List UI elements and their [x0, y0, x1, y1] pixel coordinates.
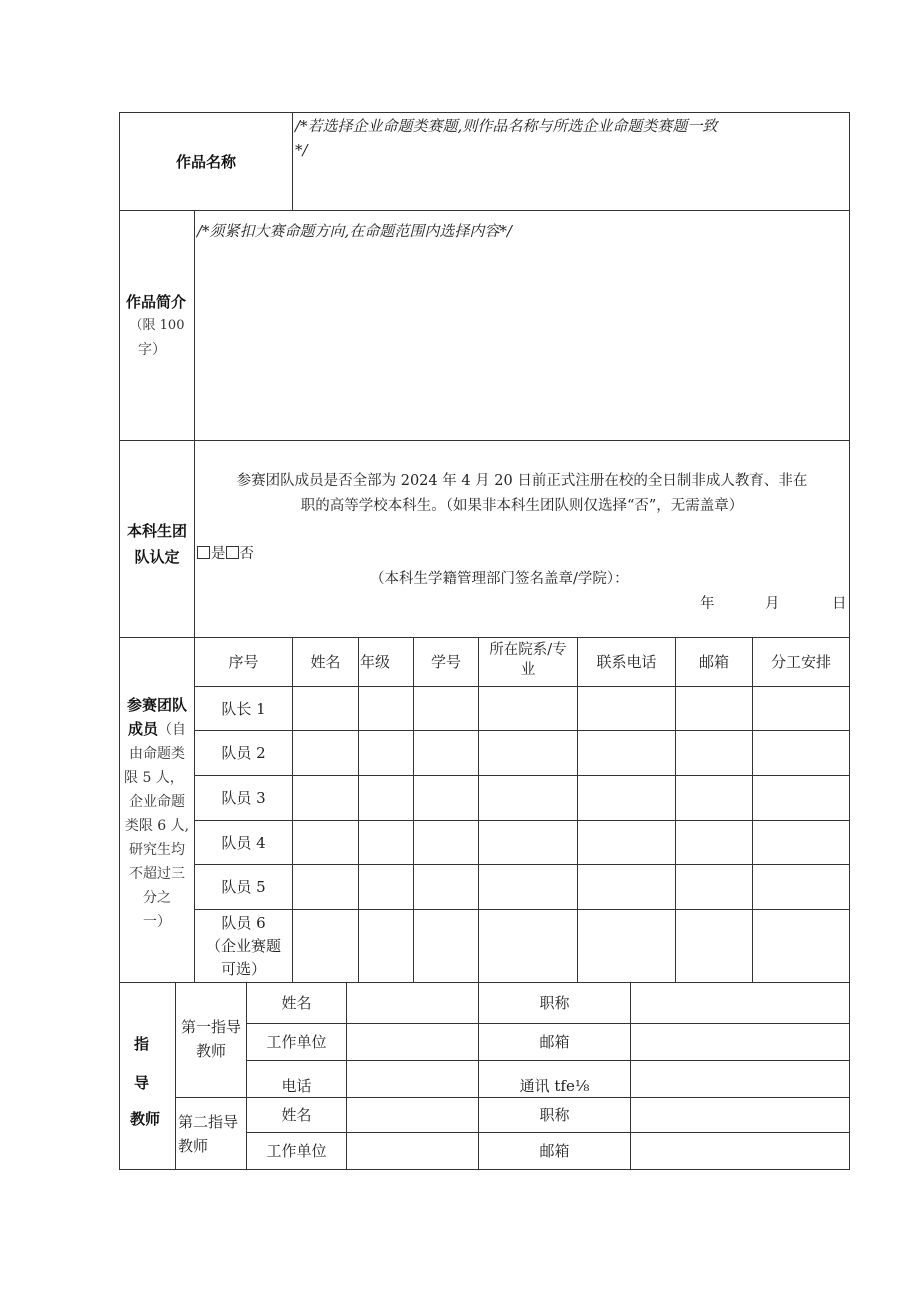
work-name-label: 作品名称: [175, 152, 236, 171]
second-advisor-name-input[interactable]: [347, 1098, 478, 1132]
work-intro-hint: /*须紧扣大赛命题方向,在命题范围内选择内容*/: [197, 222, 512, 240]
team-members-note-6: 研究生均: [129, 841, 185, 858]
col-header-seq: 序号: [228, 653, 259, 671]
member-input-grid: [293, 687, 849, 982]
col-header-department-line1: 所在院系/专: [489, 642, 567, 658]
member-6-row-inputs[interactable]: [293, 910, 849, 982]
member-3-row-inputs[interactable]: [293, 776, 849, 820]
member-row-6-seq-line2: （企业赛题: [205, 937, 281, 955]
team-members-note-7: 不超过三: [129, 865, 185, 882]
team-members-label-1: 参赛团队: [126, 695, 187, 714]
first-advisor-email-input[interactable]: [631, 1024, 849, 1060]
first-advisor-address-label: 通讯 tfe⅛: [519, 1077, 590, 1095]
member-2-row-inputs[interactable]: [293, 731, 849, 775]
work-intro-limit-2: 字）: [138, 341, 166, 358]
team-members-label-2: 成员: [127, 719, 158, 738]
undergrad-team-label-2: 队认定: [134, 548, 180, 566]
member-1-grade-input[interactable]: [359, 687, 413, 730]
col-header-department-line2: 业: [520, 662, 536, 678]
undergrad-team-label-1: 本科生团: [126, 522, 187, 540]
advisors-label-2: 导: [134, 1074, 150, 1092]
option-yes-label: 是: [211, 546, 226, 562]
member-1-role-input[interactable]: [753, 687, 849, 730]
second-advisor-workplace-label: 工作单位: [266, 1142, 327, 1160]
date-day: 日: [832, 596, 847, 612]
first-advisor-address-input[interactable]: [631, 1061, 849, 1097]
checkbox-yes[interactable]: [197, 546, 210, 559]
advisors-label-3: 教师: [130, 1110, 161, 1128]
second-advisor-title-input[interactable]: [631, 1098, 849, 1132]
undergrad-options: [197, 542, 254, 563]
member-row-4-seq: 队员 4: [221, 833, 266, 852]
undergrad-statement-line2: 职的高等学校本科生。（如果非本科生团队则仅选择“否”，无需盖章）: [300, 498, 744, 514]
undergrad-team-label-cell: [120, 441, 194, 637]
work-name-field[interactable]: [293, 113, 849, 210]
first-advisor-name-label: 姓名: [281, 994, 312, 1012]
member-row-6-seq: [195, 910, 292, 982]
team-members-note-2: 由命题类: [129, 745, 185, 762]
member-row-3-seq: 队员 3: [221, 789, 266, 807]
member-row-5-seq: 队员 5: [221, 878, 266, 896]
member-1-email-input[interactable]: [676, 687, 752, 730]
first-advisor-label: [176, 983, 246, 1097]
first-advisor-workplace-label: 工作单位: [266, 1033, 327, 1051]
undergrad-statement-line1: 参赛团队成员是否全部为 2024 年 4 月 20 日前正式注册在校的全日制非成人教育、非在: [236, 473, 808, 489]
first-advisor-title-input[interactable]: [631, 983, 849, 1023]
col-header-role: 分工安排: [770, 653, 831, 671]
team-members-note-1: （自: [158, 721, 186, 738]
table-border-bottom: [119, 1169, 850, 1170]
work-intro-label: 作品简介: [125, 292, 186, 311]
undergrad-team-content: [195, 441, 849, 637]
work-name-hint-line1: /*若选择企业命题类赛题,则作品名称与所选企业命题类赛题一致: [295, 117, 718, 135]
second-advisor-title-label: 职称: [539, 1106, 570, 1124]
second-advisor-label-1: 第二指导: [178, 1113, 239, 1131]
col-header-grade: 年级: [360, 653, 391, 671]
team-members-note-5: 类限 6 人,: [124, 817, 190, 834]
first-advisor-title-label: 职称: [539, 994, 570, 1012]
checkbox-no[interactable]: [226, 546, 239, 559]
table-border-right: [849, 112, 850, 1170]
member-5-row-inputs[interactable]: [293, 865, 849, 909]
first-advisor-name-input[interactable]: [347, 983, 478, 1023]
member-1-phone-input[interactable]: [578, 687, 675, 730]
option-no-label: 否: [239, 546, 254, 562]
date-month: 月: [765, 596, 780, 612]
advisors-label-1: 指: [134, 1035, 150, 1053]
first-advisor-label-2: 教师: [195, 1042, 226, 1060]
second-advisor-email-input[interactable]: [631, 1133, 849, 1169]
member-1-name-input[interactable]: [293, 687, 358, 730]
first-advisor-email-label: 邮箱: [539, 1033, 570, 1051]
work-intro-field[interactable]: [195, 211, 849, 440]
work-intro-limit-1: （限 100: [129, 317, 185, 333]
second-advisor-label: [176, 1098, 246, 1169]
date-year: 年: [700, 596, 715, 612]
team-members-note-3: 限 5 人，: [124, 769, 184, 786]
second-advisor-name-label: 姓名: [281, 1106, 312, 1124]
member-row-1-seq: 队长 1: [221, 699, 266, 718]
second-advisor-workplace-input[interactable]: [347, 1133, 478, 1169]
team-members-label-cell: [120, 638, 194, 982]
first-advisor-label-1: 第一指导: [180, 1018, 241, 1036]
member-row-6-seq-line3: 可选）: [220, 960, 266, 978]
first-advisor-phone-input[interactable]: [347, 1061, 478, 1097]
member-row-6-seq-line1: 队员 6: [221, 914, 266, 932]
team-members-note-9: 一）: [143, 913, 171, 930]
second-advisor-label-2: 教师: [178, 1137, 209, 1155]
col-header-phone: 联系电话: [596, 653, 657, 671]
team-members-note-4: 企业命题: [129, 793, 185, 810]
work-name-hint-line2: */: [295, 141, 308, 159]
advisors-label-cell: [120, 983, 175, 1169]
team-members-note-8: 分之: [143, 889, 171, 906]
member-1-id-input[interactable]: [414, 687, 478, 730]
col-header-name: 姓名: [310, 653, 341, 671]
first-advisor-phone-label: 电话: [281, 1077, 312, 1095]
second-advisor-email-label: 邮箱: [539, 1142, 570, 1160]
col-header-email: 邮箱: [698, 653, 729, 671]
work-intro-label-cell: [120, 211, 194, 440]
member-1-dept-input[interactable]: [479, 687, 577, 730]
member-row-2-seq: 队员 2: [221, 744, 266, 762]
col-header-department: [479, 638, 577, 686]
stamp-label: （本科生学籍管理部门签名盖章/学院）：: [370, 571, 629, 587]
member-4-row-inputs[interactable]: [293, 821, 849, 864]
col-header-student-id: 学号: [430, 653, 461, 671]
first-advisor-workplace-input[interactable]: [347, 1024, 478, 1060]
